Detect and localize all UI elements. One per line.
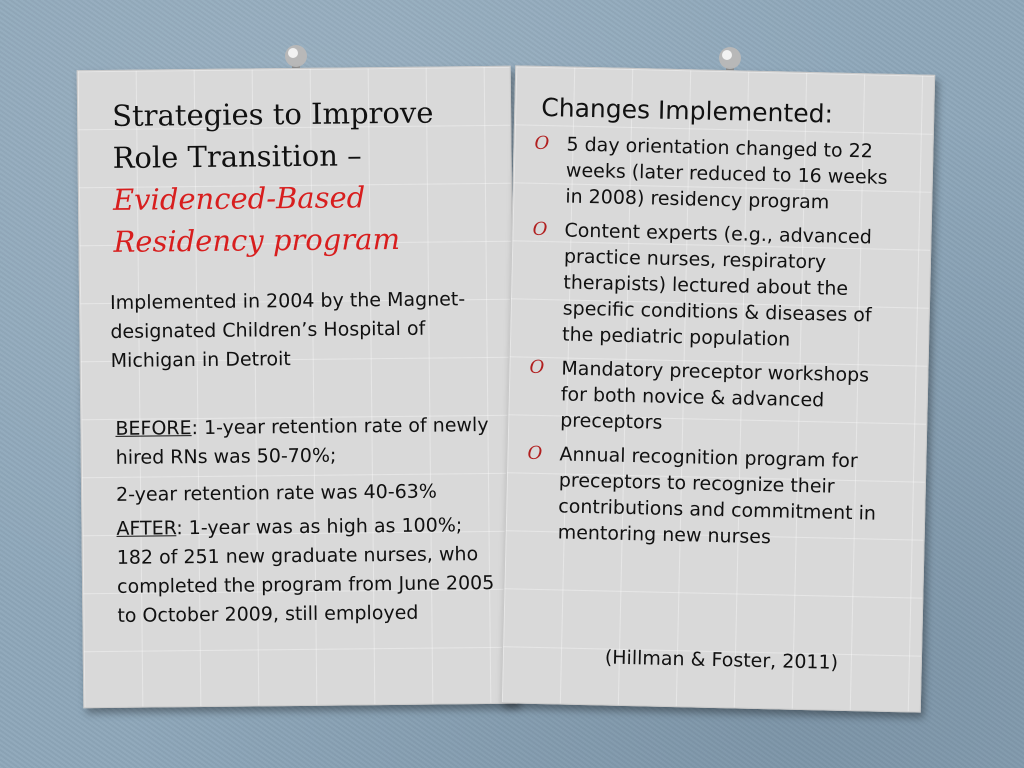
after-text: : 1-year was as high as 100%; 182 of 251 new graduate nurses, who completed the program from June 2005 to October 2009, still employed [116, 514, 495, 627]
list-item-text: Content experts (e.g., advanced practice nurses, respiratory therapists) lectured about the specific conditions & diseases of the pediatric population [561, 219, 873, 351]
list-item [528, 355, 890, 441]
right-note-card [501, 65, 935, 712]
two-year-retention: 2-year retention rate was 40-63% [116, 480, 437, 506]
list-item-text: Mandatory preceptor workshops for both novice & advanced preceptors [559, 357, 870, 434]
title-line-2: Role Transition – [112, 138, 362, 175]
bullet-icon: O [527, 442, 543, 465]
bullet-icon: O [532, 218, 548, 241]
changes-title: Changes Implemented: [541, 92, 834, 129]
slide-title [112, 91, 494, 263]
before-label: BEFORE [115, 417, 192, 440]
title-highlight-line-2: Residency program [113, 221, 401, 259]
list-item-text: 5 day orientation changed to 22 weeks (later reduced to 16 weeks in 2008) residency program [565, 133, 888, 214]
left-note-card [77, 66, 518, 709]
bullet-icon: O [534, 132, 550, 155]
changes-list [525, 131, 894, 561]
title-line-1: Strategies to Improve [111, 95, 434, 133]
program-intro: Implemented in 2004 by the Magnet-designated Children’s Hospital of Michigan in Detroit [109, 288, 466, 372]
citation: (Hillman & Foster, 2011) [604, 646, 839, 674]
before-paragraph [115, 411, 504, 473]
before-text: : 1-year retention rate of newly hired RNs was 50-70%; [115, 413, 489, 469]
after-paragraph [116, 511, 505, 631]
title-highlight-line-1: Evidenced-Based [112, 180, 366, 217]
list-item [525, 441, 887, 553]
list-item [530, 217, 893, 355]
after-label: AFTER [116, 517, 177, 540]
bullet-icon: O [529, 356, 545, 379]
list-item [533, 131, 895, 217]
list-item-text: Annual recognition program for preceptors to recognize their contributions and commitment in mentoring new nurses [557, 443, 877, 549]
